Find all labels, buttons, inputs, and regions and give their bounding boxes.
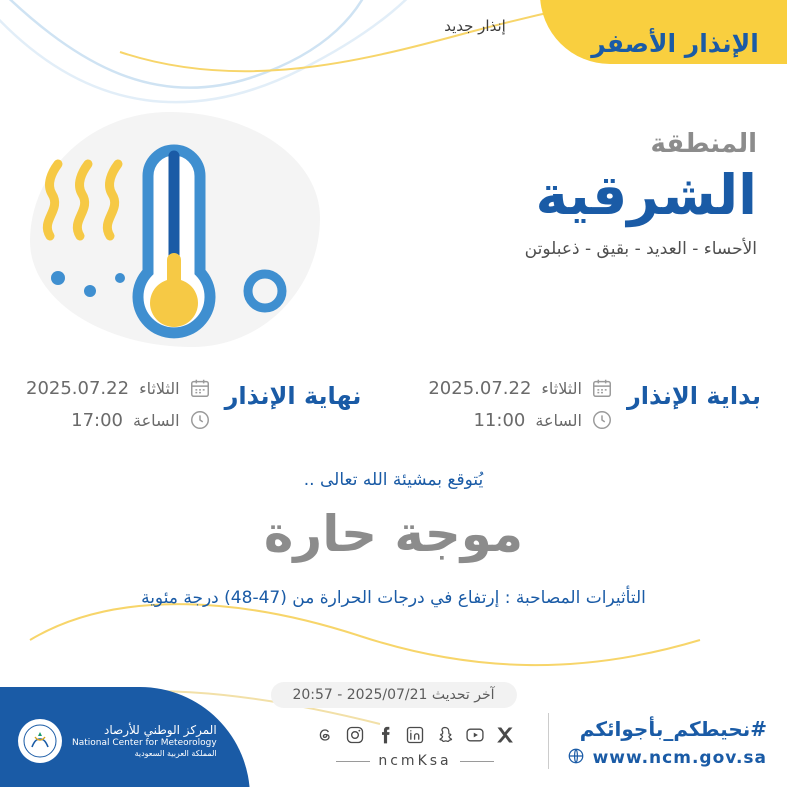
alert-start-date-row bbox=[428, 372, 613, 404]
alert-end-date-label: الثلاثاء bbox=[139, 378, 180, 398]
campaign-hashtag: #نحيطكم_بأجوائكم bbox=[579, 717, 767, 741]
alert-end-time-label: الساعة bbox=[133, 410, 180, 430]
alert-level-label: الإنذار الأصفر bbox=[591, 29, 759, 58]
region-label: المنطقة bbox=[650, 129, 757, 159]
ncm-name-en: National Center for Meteorology bbox=[72, 737, 217, 748]
alert-start-time-value: 11:00 bbox=[473, 409, 526, 431]
website-url[interactable]: www.ncm.gov.sa bbox=[592, 748, 767, 768]
event-impacts: التأثيرات المصاحبة : إرتفاع في درجات الحرارة من (47-48) درجة مئوية bbox=[141, 588, 646, 608]
alert-end-time-value: 17:00 bbox=[71, 409, 124, 431]
footer bbox=[0, 697, 787, 787]
youtube-icon[interactable] bbox=[465, 725, 485, 745]
snapchat-icon[interactable] bbox=[435, 725, 455, 745]
region-block bbox=[317, 130, 757, 259]
expectation-text: يُتوقع بمشيئة الله تعالى .. bbox=[303, 470, 484, 490]
ncm-emblem-icon bbox=[18, 719, 62, 763]
social-block bbox=[300, 725, 530, 769]
ncm-logo-text bbox=[72, 723, 217, 759]
instagram-icon[interactable] bbox=[345, 725, 365, 745]
ncm-country: المملكة العربية السعودية bbox=[134, 749, 217, 759]
x-twitter-icon[interactable] bbox=[495, 725, 515, 745]
alert-end-time-row bbox=[26, 404, 211, 436]
alert-start-date-value: 2025.07.22 bbox=[428, 377, 532, 399]
calendar-icon bbox=[591, 377, 613, 399]
region-cities: الأحساء - العديد - بقيق - ذعبلوتن bbox=[524, 239, 757, 260]
alert-start-time-row bbox=[428, 404, 613, 436]
last-update-badge: آخر تحديث 2025/07/21 - 20:57 bbox=[270, 682, 516, 708]
region-name: الشرقية bbox=[535, 162, 757, 227]
alert-end-block bbox=[26, 372, 361, 436]
event-title: موجة حارة bbox=[263, 505, 524, 563]
calendar-icon bbox=[189, 377, 211, 399]
facebook-icon[interactable] bbox=[375, 725, 395, 745]
new-alert-label: إنذار جديد bbox=[444, 17, 506, 35]
alert-start-time-label: الساعة bbox=[535, 410, 582, 430]
clock-icon bbox=[591, 409, 613, 431]
website-row[interactable] bbox=[567, 747, 767, 769]
handle-text: ncmKsa bbox=[378, 753, 452, 769]
clock-icon bbox=[189, 409, 211, 431]
ncm-name-ar: المركز الوطني للأرصاد bbox=[104, 722, 217, 737]
threads-icon[interactable] bbox=[315, 725, 335, 745]
thermometer-illustration bbox=[28, 128, 328, 358]
alert-end-date-row bbox=[26, 372, 211, 404]
alert-start-date-label: الثلاثاء bbox=[541, 378, 582, 398]
alert-start-title: بداية الإنذار bbox=[626, 382, 761, 410]
alert-end-date-value: 2025.07.22 bbox=[26, 377, 130, 399]
footer-divider bbox=[548, 713, 549, 769]
footer-right bbox=[567, 717, 767, 769]
globe-icon bbox=[567, 747, 585, 769]
alert-start-block bbox=[428, 372, 761, 436]
social-handle bbox=[300, 753, 530, 769]
handle-rule-left bbox=[336, 761, 370, 762]
alert-end-title: نهاية الإنذار bbox=[224, 382, 362, 410]
handle-rule-right bbox=[460, 761, 494, 762]
alert-times bbox=[26, 372, 761, 436]
ncm-logo bbox=[18, 719, 225, 763]
social-icons bbox=[300, 725, 530, 745]
alert-level-badge bbox=[540, 0, 787, 64]
linkedin-icon[interactable] bbox=[405, 725, 425, 745]
